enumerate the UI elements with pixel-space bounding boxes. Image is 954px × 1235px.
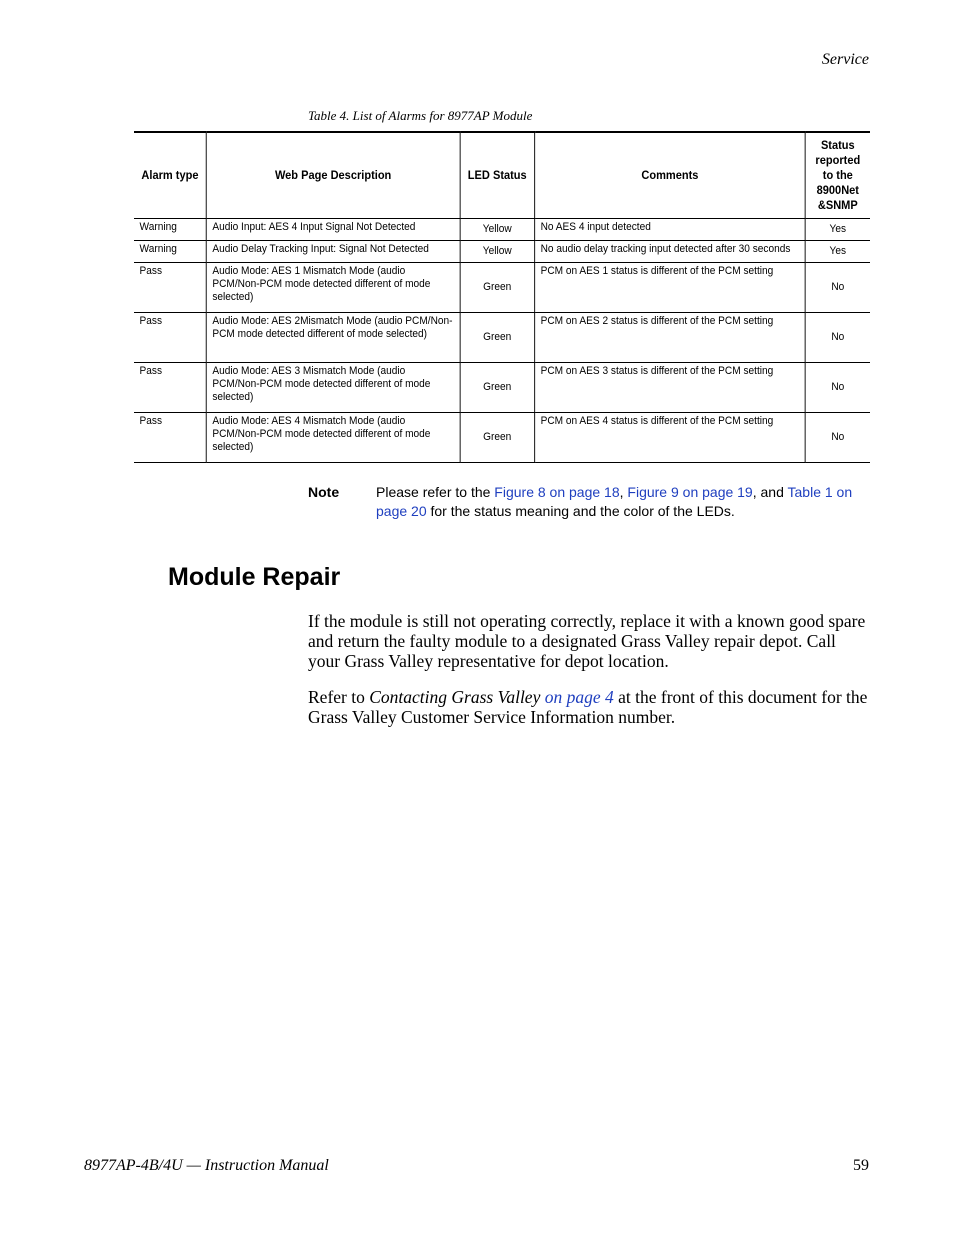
note-text — [376, 483, 870, 521]
table-caption: Table 4. List of Alarms for 8977AP Module — [308, 108, 533, 123]
cell-description: Audio Delay Tracking Input: Signal Not Detected — [206, 240, 460, 262]
footer-manual-title: 8977AP-4B/4U — Instruction Manual — [84, 1157, 329, 1174]
cell-alarm-type: Pass — [134, 262, 206, 312]
cell-status-reported: No — [805, 412, 870, 462]
column-header-alarm-type: Alarm type — [134, 132, 206, 218]
table-row — [134, 218, 870, 240]
table-row — [134, 262, 870, 312]
link-page-4[interactable]: on page 4 — [544, 687, 614, 707]
table-row — [134, 312, 870, 362]
column-header-comments: Comments — [535, 132, 806, 218]
footer-page-number: 59 — [853, 1157, 869, 1174]
note-separator: , — [619, 484, 628, 500]
paragraph-contact — [308, 687, 870, 727]
cell-description: Audio Mode: AES 1 Mismatch Mode (audio PCM/Non-PCM mode detected different of mode selected) — [206, 262, 460, 312]
note-text-after: for the status meaning and the color of the LEDs. — [426, 503, 735, 519]
section-title: Module Repair — [168, 563, 341, 591]
cell-status-reported: No — [805, 312, 870, 362]
cell-alarm-type: Pass — [134, 312, 206, 362]
cell-status-reported: Yes — [805, 218, 870, 240]
note-label: Note — [308, 484, 340, 500]
column-header-status-reported: Status reported to the 8900Net &SNMP — [805, 132, 870, 218]
link-figure-9[interactable]: Figure 9 on page 19 — [627, 484, 753, 500]
cell-description: Audio Mode: AES 2Mismatch Mode (audio PCM/Non-PCM mode detected different of mode selected) — [206, 312, 460, 362]
column-header-led-status: LED Status — [460, 132, 535, 218]
note-separator: , and — [752, 484, 788, 500]
cell-status-reported: No — [805, 362, 870, 412]
column-header-description: Web Page Description — [206, 132, 460, 218]
note-text-before: Please refer to the — [376, 484, 495, 500]
cell-led-status: Green — [460, 412, 535, 462]
cell-status-reported: No — [805, 262, 870, 312]
cell-led-status: Yellow — [460, 240, 535, 262]
cell-description: Audio Mode: AES 4 Mismatch Mode (audio PCM/Non-PCM mode detected different of mode selected) — [206, 412, 460, 462]
reference-title: Contacting Grass Valley — [369, 687, 541, 707]
table-row — [134, 412, 870, 462]
running-header: Service — [821, 51, 869, 68]
table-row — [134, 240, 870, 262]
cell-comments: PCM on AES 3 status is different of the PCM setting — [535, 362, 806, 412]
cell-led-status: Green — [460, 362, 535, 412]
cell-comments: No AES 4 input detected — [535, 218, 806, 240]
table-header-row — [134, 132, 870, 218]
cell-alarm-type: Pass — [134, 362, 206, 412]
alarm-table — [134, 131, 870, 463]
cell-comments: PCM on AES 4 status is different of the PCM setting — [535, 412, 806, 462]
cell-led-status: Green — [460, 262, 535, 312]
cell-description: Audio Mode: AES 3 Mismatch Mode (audio PCM/Non-PCM mode detected different of mode selected) — [206, 362, 460, 412]
cell-led-status: Yellow — [460, 218, 535, 240]
cell-alarm-type: Warning — [134, 240, 206, 262]
cell-description: Audio Input: AES 4 Input Signal Not Detected — [206, 218, 460, 240]
cell-comments: No audio delay tracking input detected after 30 seconds — [535, 240, 806, 262]
table-row — [134, 362, 870, 412]
note-block — [308, 483, 870, 521]
cell-alarm-type: Pass — [134, 412, 206, 462]
link-figure-8[interactable]: Figure 8 on page 18 — [494, 484, 620, 500]
paragraph-contact-before: Refer to — [308, 687, 370, 707]
cell-led-status: Green — [460, 312, 535, 362]
paragraph-contact-after: at the front of this document for the Grass Valley Customer Service Information number. — [308, 687, 868, 727]
cell-comments: PCM on AES 1 status is different of the PCM setting — [535, 262, 806, 312]
link-table-1[interactable]: Table 1 on page 20 — [376, 484, 853, 519]
cell-status-reported: Yes — [805, 240, 870, 262]
cell-alarm-type: Warning — [134, 218, 206, 240]
cell-comments: PCM on AES 2 status is different of the PCM setting — [535, 312, 806, 362]
paragraph-repair: If the module is still not operating correctly, replace it with a known good spare and return the faulty module to a designated Grass Valley repair depot. Call your Grass Valley representative for depot location. — [308, 611, 866, 671]
